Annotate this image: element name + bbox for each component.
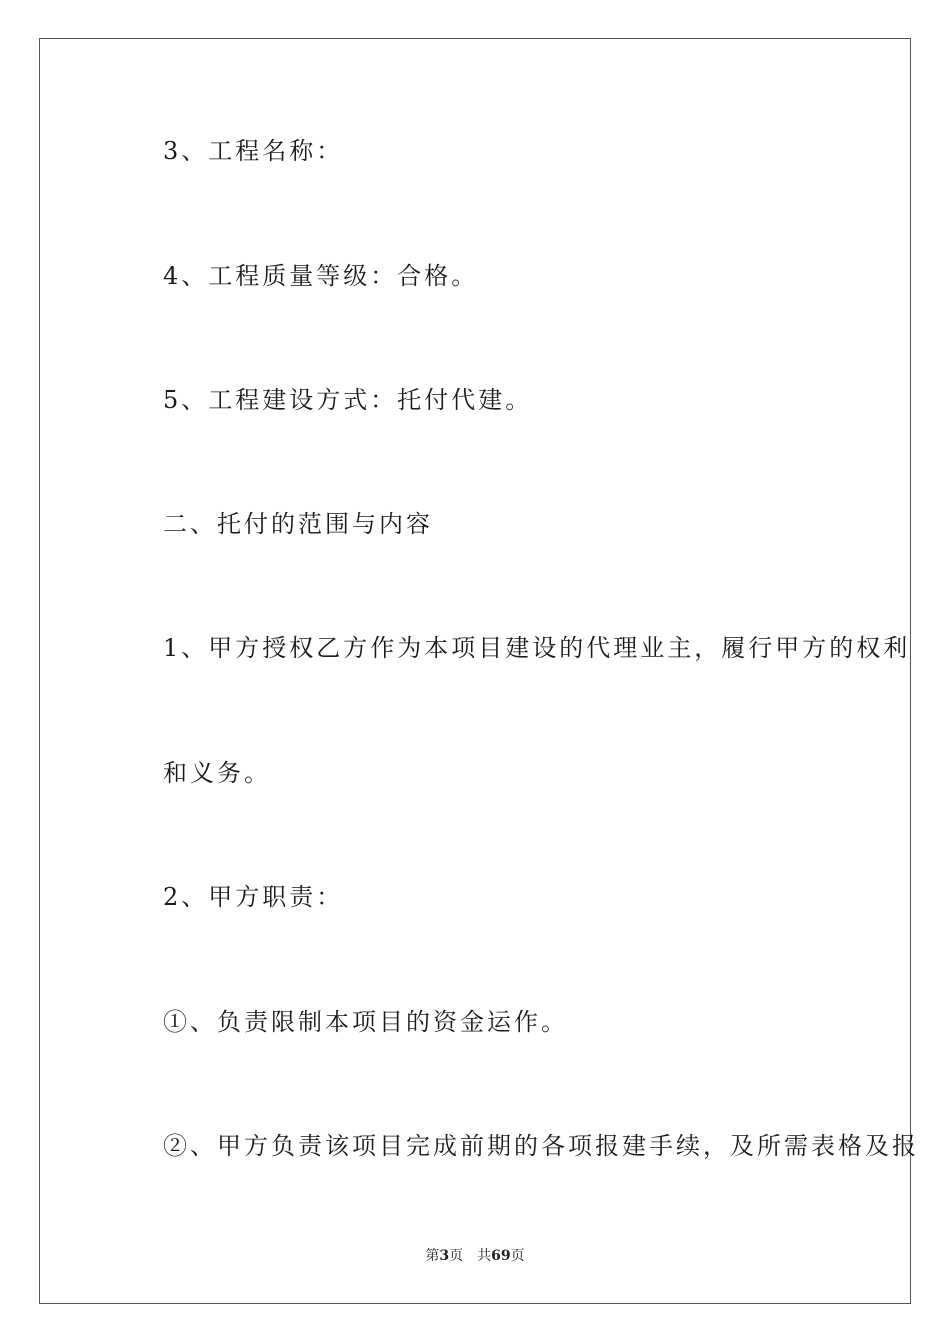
- text-line-5: 1、甲方授权乙方作为本项目建设的代理业主，履行甲方的权利: [163, 634, 911, 662]
- text-line-6: 和义务。: [163, 759, 271, 787]
- footer-total-suffix: 页: [510, 1248, 525, 1264]
- footer-page-number: 3: [439, 1248, 450, 1264]
- text-line-7: 2、甲方职责：: [163, 883, 344, 911]
- footer-total-prefix: 共: [477, 1248, 492, 1264]
- text-line-9: ②、甲方负责该项目完成前期的各项报建手续，及所需表格及报: [163, 1132, 919, 1160]
- text-line-2: 4、工程质量等级：合格。: [163, 262, 479, 290]
- text-line-8: ①、负责限制本项目的资金运作。: [163, 1008, 568, 1036]
- page-footer: [0, 1246, 950, 1266]
- text-line-3: 5、工程建设方式：托付代建。: [163, 386, 533, 414]
- footer-total-pages: 69: [491, 1248, 511, 1264]
- section-heading: 二、托付的范围与内容: [163, 510, 433, 538]
- footer-page-prefix: 第: [425, 1248, 440, 1264]
- page-border: [39, 38, 911, 1304]
- text-line-1: 3、工程名称：: [163, 137, 344, 165]
- footer-page-suffix: 页: [449, 1248, 464, 1264]
